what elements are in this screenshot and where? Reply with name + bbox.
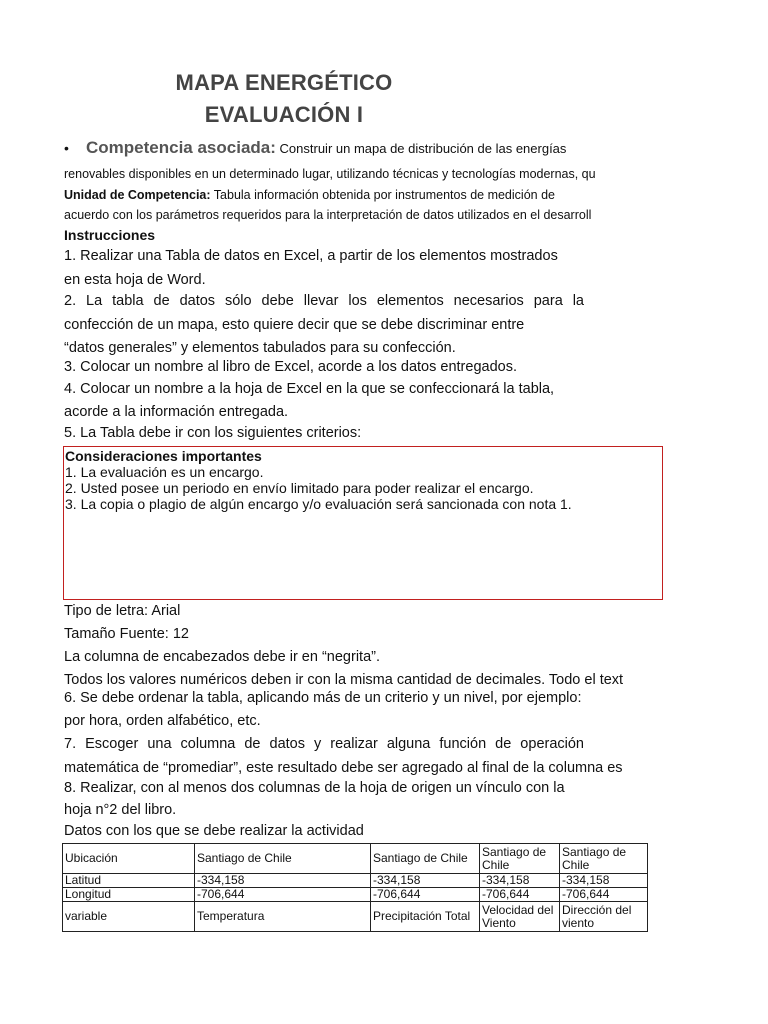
- unidad-text: Tabula información obtenida por instrumentos de medición de: [213, 188, 555, 202]
- instruccion-line: confección de un mapa, esto quiere decir que se debe discriminar entre: [64, 317, 525, 333]
- table-row: [63, 888, 648, 902]
- instruccion-line: acorde a la información entregada.: [64, 404, 289, 420]
- competencia-row: [64, 138, 566, 158]
- consideraciones-content: [65, 448, 572, 512]
- criterio-line: hoja n°2 del libro.: [64, 802, 177, 818]
- criterio-line: Todos los valores numéricos deben ir con la misma cantidad de decimales. Todo el text: [64, 672, 624, 688]
- table-cell: Santiago de Chile: [195, 844, 371, 874]
- instruccion-line: 5. La Tabla debe ir con los siguientes criterios:: [64, 425, 362, 441]
- competencia-label: Competencia asociada:: [86, 138, 276, 157]
- bullet-icon: •: [64, 140, 69, 156]
- table-cell: variable: [63, 902, 195, 932]
- table-row: [63, 902, 648, 932]
- table-cell: -706,644: [371, 888, 480, 902]
- consideraciones-box: [63, 446, 648, 602]
- table-cell: -334,158: [371, 874, 480, 888]
- table-cell: Temperatura: [195, 902, 371, 932]
- instruccion-line: 2. La tabla de datos sólo debe llevar los elementos necesarios para la: [64, 293, 584, 309]
- table-cell: Ubicación: [63, 844, 195, 874]
- table-cell: -706,644: [480, 888, 560, 902]
- table-cell: -334,158: [480, 874, 560, 888]
- table-cell: Longitud: [63, 888, 195, 902]
- table-row: [63, 844, 648, 874]
- table-cell: Santiago de Chile: [480, 844, 560, 874]
- table-cell: -334,158: [560, 874, 648, 888]
- document-title-line2: EVALUACIÓN I: [204, 102, 364, 127]
- criterio-line: por hora, orden alfabético, etc.: [64, 713, 261, 729]
- unidad-text-continued: acuerdo con los parámetros requeridos para la interpretación de datos utilizados en el desarroll: [64, 208, 592, 222]
- instruccion-line: 1. Realizar una Tabla de datos en Excel, a partir de los elementos mostrados: [64, 248, 558, 264]
- table-cell: Precipitación Total: [371, 902, 480, 932]
- table-cell: -706,644: [560, 888, 648, 902]
- consideraciones-heading: Consideraciones importantes: [65, 448, 262, 464]
- competencia-text-continued: renovables disponibles en un determinado lugar, utilizando técnicas y tecnologías modernas, qu: [64, 167, 596, 181]
- table-cell: Dirección del viento: [560, 902, 648, 932]
- consideracion-item: 2. Usted posee un periodo en envío limitado para poder realizar el encargo.: [65, 480, 534, 496]
- criterio-line: 7. Escoger una columna de datos y realizar alguna función de operación: [64, 736, 584, 752]
- criterio-line: La columna de encabezados debe ir en “negrita”.: [64, 649, 380, 665]
- table-cell: Velocidad del Viento: [480, 902, 560, 932]
- competencia-text: Construir un mapa de distribución de las energías: [279, 141, 567, 156]
- table-cell: -706,644: [195, 888, 371, 902]
- table-row: [63, 874, 648, 888]
- criterio-line: matemática de “promediar”, este resultado debe ser agregado al final de la columna es: [64, 760, 623, 776]
- data-table: [62, 843, 648, 932]
- unidad-label: Unidad de Competencia:: [64, 188, 211, 202]
- criterio-line: 8. Realizar, con al menos dos columnas de la hoja de origen un vínculo con la: [64, 780, 565, 796]
- instruccion-line: 3. Colocar un nombre al libro de Excel, acorde a los datos entregados.: [64, 359, 517, 375]
- table-cell: Latitud: [63, 874, 195, 888]
- instruccion-line: “datos generales” y elementos tabulados para su confección.: [64, 340, 456, 356]
- consideracion-item: 3. La copia o plagio de algún encargo y/o evaluación será sancionada con nota 1.: [65, 496, 572, 512]
- criterio-line: Tamaño Fuente: 12: [64, 626, 189, 642]
- table-cell: Santiago de Chile: [371, 844, 480, 874]
- instruccion-line: en esta hoja de Word.: [64, 272, 206, 288]
- table-cell: Santiago de Chile: [560, 844, 648, 874]
- criterio-line: Tipo de letra: Arial: [64, 603, 181, 619]
- instrucciones-heading: Instrucciones: [64, 227, 156, 243]
- criterio-line: 6. Se debe ordenar la tabla, aplicando más de un criterio y un nivel, por ejemplo:: [64, 690, 582, 706]
- consideracion-item: 1. La evaluación es un encargo.: [65, 464, 264, 480]
- unidad-row: [64, 188, 647, 202]
- instruccion-line: 4. Colocar un nombre a la hoja de Excel en la que se confeccionará la tabla,: [64, 381, 555, 397]
- document-title-line1: MAPA ENERGÉTICO: [175, 70, 393, 95]
- table-cell: -334,158: [195, 874, 371, 888]
- criterio-line: Datos con los que se debe realizar la actividad: [64, 823, 364, 839]
